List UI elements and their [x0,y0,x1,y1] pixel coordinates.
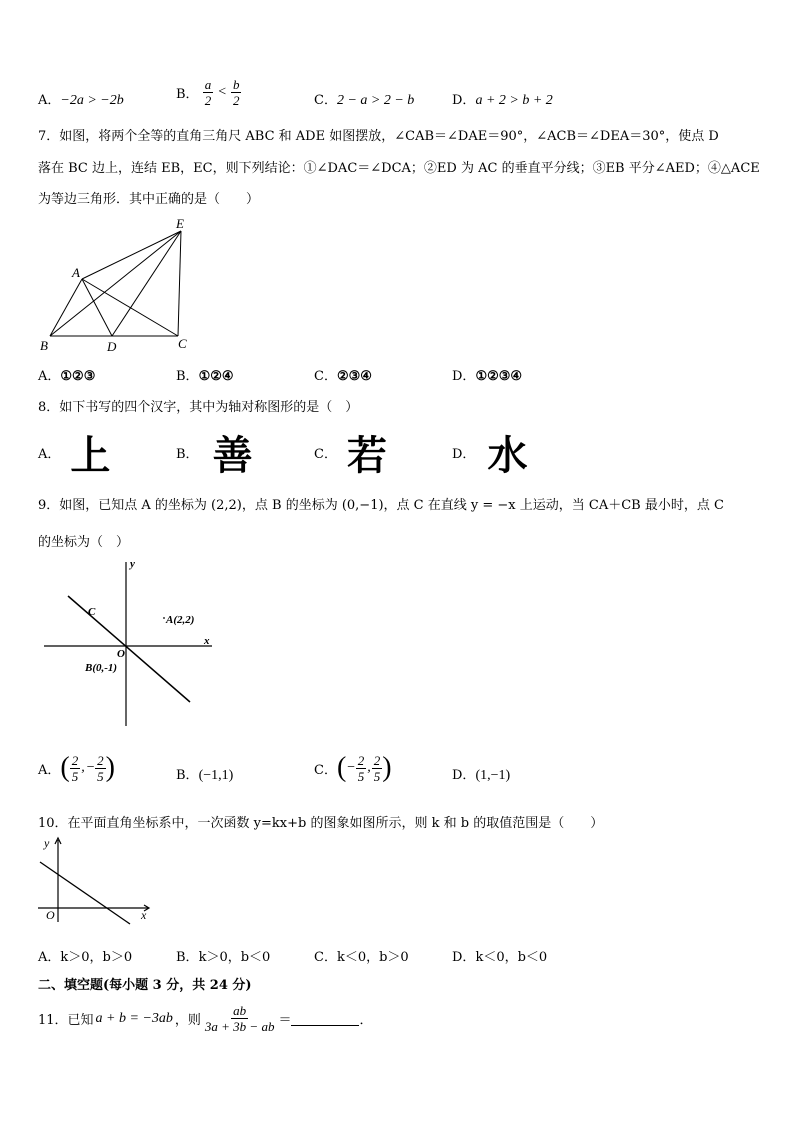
q7-stem-line2: 落在 BC 边上，连结 EB，EC，则下列结论：①∠DAC＝∠DCA；②ED 为 AC 的垂直平分线；③EB 平分∠AED；④△ACE [38,161,760,176]
option-label: C． [314,762,337,778]
segment-ac [82,279,178,336]
label-e: E [176,216,184,231]
comma: , [81,760,85,775]
label-x: x [141,908,147,922]
section-heading: 二、填空题(每小题 3 分，共 24 分) [38,978,252,993]
option-value: k＜0，b＜0 [475,950,548,965]
denominator: 5 [71,768,79,784]
q8-option-c[interactable] [314,428,387,479]
option-char: 若 [346,432,387,479]
sign: − [346,760,356,775]
option-label: A． [38,950,61,965]
right-paren: ) [382,752,392,783]
option-label: D． [452,93,476,108]
option-label: B． [176,369,199,384]
option-expr: 2 − a > 2 − b [336,93,415,108]
q9-option-c[interactable] [314,752,392,784]
option-value: ①②③ [60,369,96,384]
denominator: 2 [204,93,212,108]
denominator: 5 [97,768,104,784]
segment-ec [178,231,181,336]
point-a [163,617,165,619]
q7-stem-line3: 为等边三角形．其中正确的是（ ） [38,192,260,207]
q10-linear-graph [34,834,159,926]
denominator: 5 [357,768,365,784]
fraction [356,754,367,783]
label-y: y [44,836,50,850]
option-char: 上 [70,432,111,479]
q11-mid: ，则 [174,1013,201,1028]
label-b: B [40,338,48,353]
label-a: A(2,2) [166,614,195,626]
option-label: D． [452,446,476,462]
option-label: D． [452,950,476,965]
q8-option-a[interactable] [38,428,111,479]
q10-stem: 10．在平面直角坐标系中，一次函数 y=kx+b 的图象如图所示，则 k 和 b 的取值范围是（ ） [38,816,604,831]
option-value: ①②④ [198,369,234,384]
numerator: b [232,77,240,92]
fraction [203,78,214,107]
option-char: 善 [212,432,253,479]
segment-ae [82,231,181,279]
option-label: A． [38,762,61,778]
left-paren: ( [60,752,70,783]
q11-equals: ＝ [278,1013,292,1028]
line-y-eq-neg-x [68,596,190,702]
option-expr: (1,−1) [475,768,511,783]
q6-option-a[interactable] [38,89,124,109]
segment-de [112,231,181,336]
label-o: O [117,648,125,660]
q8-option-b[interactable] [176,428,253,479]
option-value: ②③④ [336,369,372,384]
q8-stem: 8．如下书写的四个汉字，其中为轴对称图形的是（ ） [38,400,359,415]
fraction [95,754,106,783]
q11-end: ． [359,1013,373,1028]
fraction [372,754,383,783]
label-d: D [107,339,117,354]
option-char: 水 [487,432,528,479]
numerator: ab [233,1003,247,1018]
option-label: C． [314,950,337,965]
q11-condition: a + b = −3ab [95,1010,173,1026]
q7-option-c[interactable] [314,365,372,384]
segment-ba [50,279,82,336]
fraction [231,78,242,107]
numerator: 2 [71,752,79,768]
numerator: a [204,77,212,92]
option-expr: −2a > −2b [60,93,124,108]
label-b: B(0,-1) [85,662,118,674]
option-value: k＜0，b＞0 [336,950,409,965]
numerator: 2 [373,752,381,768]
left-paren: ( [336,752,347,783]
denominator: 2 [232,93,240,108]
label-y: y [130,558,135,570]
label-c: C [88,606,96,618]
option-label: D． [452,369,476,384]
label-a: A [72,265,80,280]
option-label: D． [452,768,476,783]
option-value: k＞0，b＞0 [60,950,133,965]
operator: < [217,84,227,100]
q10-option-d[interactable] [452,946,547,965]
option-label: B． [176,87,199,102]
q7-option-b[interactable] [176,365,234,384]
q6-option-b[interactable] [176,78,241,107]
q9-stem-line2: 的坐标为（ ） [38,535,130,550]
option-label: A． [38,369,61,384]
q9-option-a[interactable] [38,752,115,784]
q9-coordinate-figure [40,556,220,731]
option-label: A． [38,446,61,462]
option-label: C． [314,446,337,462]
q7-stem-line1: 7．如图，将两个全等的直角三角尺 ABC 和 ADE 如图摆放，∠CAB＝∠DAE＝90°，∠ACB＝∠DEA＝30°，使点 D [38,129,719,144]
right-paren: ) [105,752,115,783]
answer-blank[interactable] [291,1011,359,1026]
denominator: 3a + 3b − ab [204,1019,275,1034]
option-expr: (−1,1) [198,768,234,783]
numerator: 2 [97,752,104,768]
option-expr: a + 2 > b + 2 [475,93,553,108]
segment-be [50,231,181,336]
q6-option-d[interactable] [452,89,553,109]
option-label: B． [176,768,199,783]
q9-option-d[interactable] [452,764,510,784]
q6-option-c[interactable] [314,89,414,109]
q10-option-b[interactable] [176,946,270,965]
q9-stem-line1: 9．如图，已知点 A 的坐标为 (2,2)，点 B 的坐标为 (0,−1)，点 C 在直线 y = −x 上运动，当 CA＋CB 最小时，点 C [38,498,724,513]
fraction [70,754,81,783]
q8-option-d[interactable] [452,428,528,479]
q11-prefix: 11．已知 [38,1013,94,1028]
option-label: B． [176,950,199,965]
q7-option-a[interactable] [38,365,95,384]
option-label: C． [314,93,337,108]
option-label: B． [176,446,199,462]
label-c: C [178,336,187,351]
q11-stem [38,1004,372,1033]
option-value: ①②③④ [475,369,523,384]
q7-option-d[interactable] [452,365,522,384]
option-label: A． [38,93,61,108]
q11-fraction [203,1004,277,1033]
sign: − [85,760,96,775]
label-o: O [46,908,55,922]
numerator: 2 [357,752,365,768]
denominator: 5 [373,768,381,784]
q9-option-b[interactable] [176,764,233,784]
option-label: C． [314,369,337,384]
label-x: x [204,635,210,647]
q7-triangle-figure [30,212,200,357]
q10-option-c[interactable] [314,946,409,965]
comma: , [367,760,371,775]
option-value: k＞0，b＜0 [198,950,271,965]
q10-option-a[interactable] [38,946,132,965]
